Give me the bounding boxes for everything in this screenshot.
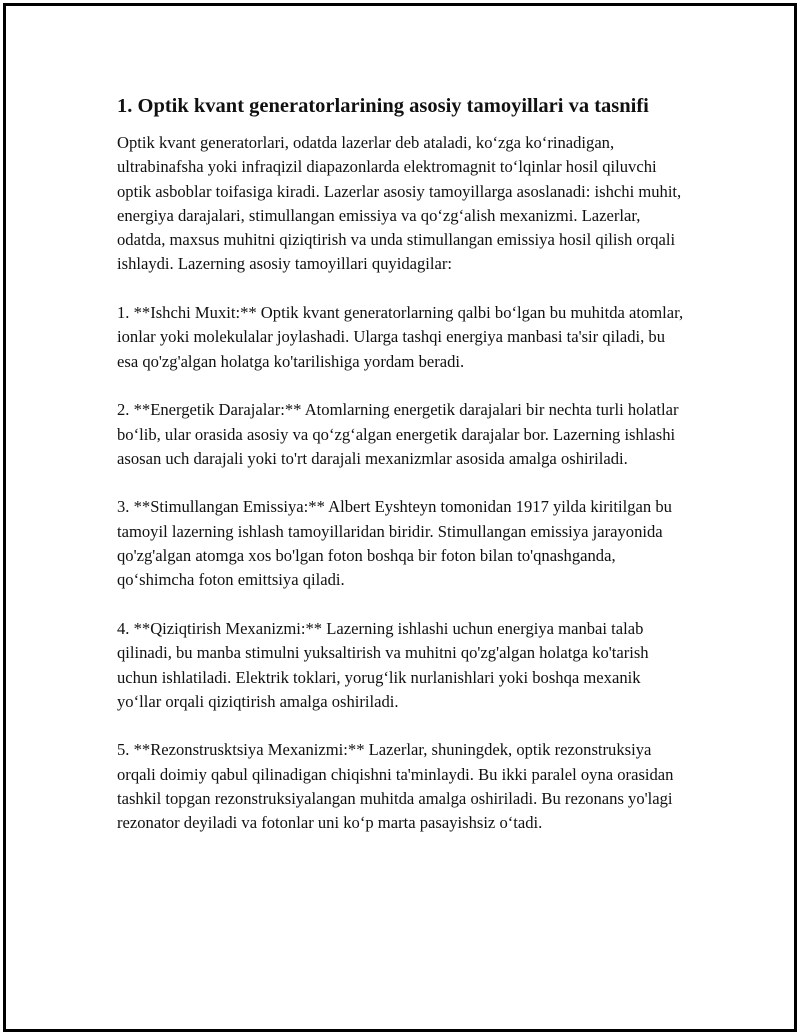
list-item-energy-levels: 2. **Energetik Darajalar:** Atomlarning energetik darajalari bir nechta turli holatlar bo‘lib, ular orasida asosiy va qo‘zg‘algan energetik darajalar bor. Lazerning ishlashi asosan uch darajali yoki to'rt darajali mexanizmlar asosida amalga oshiriladi. — [117, 400, 679, 468]
document-title: 1. Optik kvant generatorlarining asosiy tamoyillari va tasnifi — [117, 95, 649, 117]
list-item-resonator-mechanism: 5. **Rezonstrusktsiya Mexanizmi:** Lazerlar, shuningdek, optik rezonstruksiya orqali doimiy qabul qilinadigan chiqishni ta'minlaydi. Bu ikki paralel oyna orasidan tashkil topgan rezonstruksiyalangan muhitda amalga oshiriladi. Bu rezonans yo'lagi rezonator deyiladi va fotonlar uni ko‘p marta pasayishsiz o‘tadi. — [117, 740, 674, 833]
document-body — [117, 93, 687, 860]
list-item-pumping-mechanism: 4. **Qiziqtirish Mexanizmi:** Lazerning ishlashi uchun energiya manbai talab qilinadi, bu manba stimulni yuksaltirish va muhitni qo'zg'algan holatga ko'tarish uchun ishlatiladi. Elektrik toklari, yorug‘lik nurlanishlari yoki boshqa mexanik yo‘llar orqali qiziqtirish amalga oshiriladi. — [117, 618, 649, 711]
list-item-working-medium: 1. **Ishchi Muxit:** Optik kvant generatorlarning qalbi bo‘lgan bu muhitda atomlar, ionlar yoki molekulalar joylashadi. Ularga tashqi energiya manbasi ta'sir qiladi, bu esa qo'zg'algan holatga ko'tarilishiga yordam beradi. — [117, 303, 684, 371]
intro-paragraph: Optik kvant generatorlari, odatda lazerlar deb ataladi, ko‘zga ko‘rinadigan, ultrabinafsha yoki infraqizil diapazonlarda elektromagnit to‘lqinlar hosil qiluvchi optik asboblar toifasiga kiradi. Lazerlar asosiy tamoyillarga asoslanadi: ishchi muhit, energiya darajalari, stimullangan emissiya va qo‘zg‘alish mexanizmi. Lazerlar, odatda, maxsus muhitni qiziqtirish va unda stimullangan emissiya hosil qilish orqali ishlaydi. Lazerning asosiy tamoyillari quyidagilar: — [117, 133, 682, 274]
list-item-stimulated-emission: 3. **Stimullangan Emissiya:** Albert Eyshteyn tomonidan 1917 yilda kiritilgan bu tamoyil lazerning ishlash tamoyillaridan biridir. Stimullangan emissiya jarayonida qo'zg'algan atomga xos bo'lgan foton boshqa bir foton bilan to'qnashganda, qo‘shimcha foton emittsiya qiladi. — [117, 497, 672, 590]
